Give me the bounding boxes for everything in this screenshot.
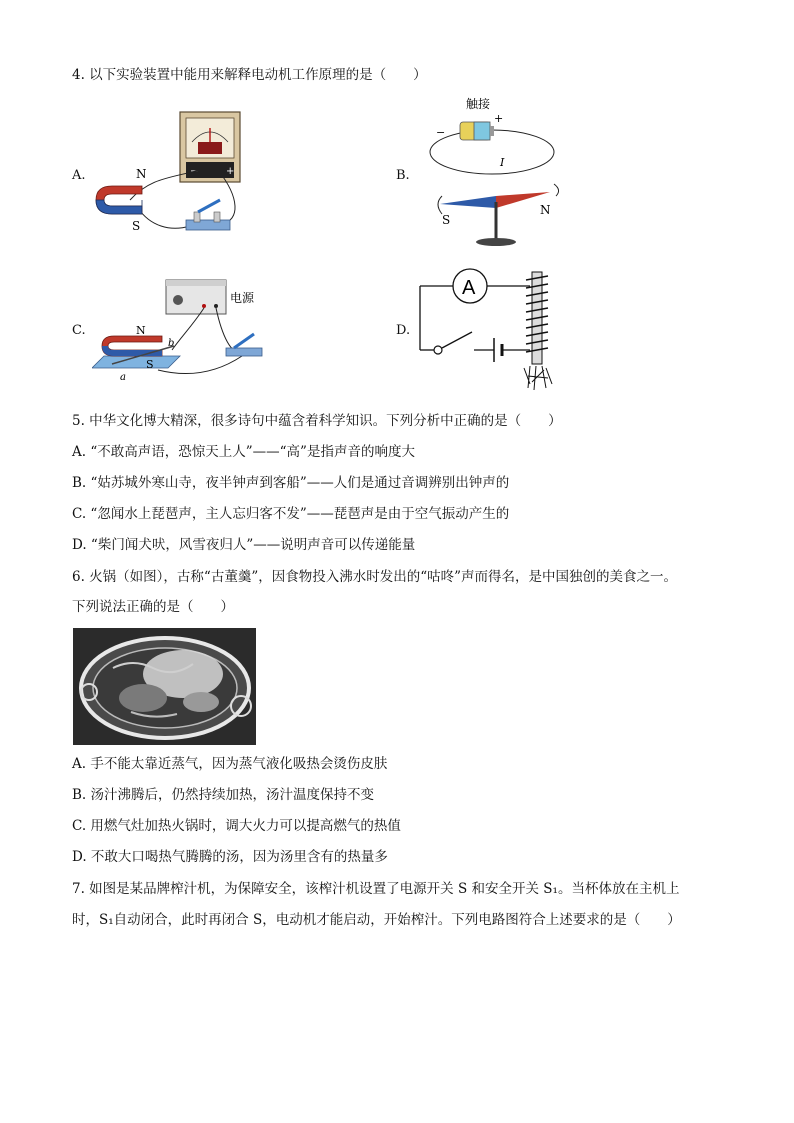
- switch-icon: [226, 334, 262, 356]
- magnet-n-label: N: [136, 167, 147, 181]
- galv-minus-label: −: [190, 166, 199, 177]
- needle-n-label: N: [540, 203, 551, 217]
- power-supply-icon: [166, 280, 226, 314]
- q4-figure-a: [90, 108, 250, 243]
- needle-s-label: S: [442, 213, 451, 227]
- q7-stem-line1: 7. 如图是某品牌榨汁机，为保障安全，该榨汁机设置了电源开关 S 和安全开关 S₁。当杯体放在主机上: [72, 881, 680, 897]
- horseshoe-magnet-icon: [96, 186, 142, 214]
- q6-option-b: B. 汤汁沸腾后，仍然持续加热，汤汁温度保持不变: [72, 787, 375, 803]
- q4-option-d-label: D.: [396, 323, 411, 338]
- q5-option-a: A. “不敢高声语，恐惊天上人”——“高”是指声音的响度大: [72, 444, 415, 460]
- battery-icon: [494, 338, 502, 362]
- current-label: I: [500, 156, 505, 169]
- rod-end-b-label: b: [168, 338, 175, 349]
- q6-option-a: A. 手不能太靠近蒸气，因为蒸气液化吸热会烫伤皮肤: [72, 756, 388, 772]
- hotpot-photo: [73, 628, 256, 745]
- horseshoe-magnet-icon: [102, 336, 162, 356]
- battery-icon: [460, 122, 494, 140]
- q4-figure-d: [418, 266, 568, 394]
- galv-plus-label: +: [226, 166, 235, 177]
- q4-option-c-label: C.: [72, 323, 86, 338]
- q4-stem: 4. 以下实验装置中能用来解释电动机工作原理的是（ ）: [72, 67, 427, 83]
- q6-stem-line2: 下列说法正确的是（ ）: [72, 599, 234, 615]
- q6-option-d: D. 不敢大口喝热气腾腾的汤，因为汤里含有的热量多: [72, 849, 388, 865]
- magnet-s-label: S: [132, 219, 141, 233]
- q6-stem-line1: 6. 火锅（如图），古称“古董羹”，因食物投入沸水时发出的“咕咚”声而得名，是中国独创的美食之一。: [72, 569, 678, 585]
- q5-stem: 5. 中华文化博大精深，很多诗句中蕴含着科学知识。下列分析中正确的是（ ）: [72, 413, 562, 429]
- q4-figure-b: [420, 92, 570, 252]
- touch-label: 触接: [466, 97, 491, 111]
- q5-option-b: B. “姑苏城外寒山寺，夜半钟声到客船”——人们是通过音调辨别出钟声的: [72, 475, 510, 491]
- switch-icon: [434, 332, 472, 354]
- q5-option-c: C. “忽闻水上琵琶声，主人忘归客不发”——琵琶声是由于空气振动产生的: [72, 506, 510, 522]
- rod-end-a-label: a: [120, 372, 126, 383]
- power-supply-label: 电源: [230, 291, 255, 305]
- electromagnet-icon: [524, 272, 552, 390]
- battery-plus-label: +: [494, 112, 504, 125]
- q4-figure-c: [92, 276, 272, 386]
- battery-minus-label: −: [436, 126, 446, 139]
- ammeter-label: A: [462, 277, 476, 299]
- q5-option-d: D. “柴门闻犬吠，风雪夜归人”——说明声音可以传递能量: [72, 537, 416, 553]
- q4-option-b-label: B.: [396, 168, 410, 183]
- q7-stem-line2: 时，S₁自动闭合，此时再闭合 S，电动机才能启动，开始榨汁。下列电路图符合上述要求的是（ ）: [72, 912, 681, 928]
- magnet-s-label-c: S: [146, 358, 154, 371]
- magnet-n-label-c: N: [136, 324, 146, 337]
- q4-option-a-label: A.: [72, 168, 86, 183]
- q6-option-c: C. 用燃气灶加热火锅时，调大火力可以提高燃气的热值: [72, 818, 401, 834]
- switch-icon: [186, 200, 230, 230]
- compass-needle-icon: [440, 192, 550, 246]
